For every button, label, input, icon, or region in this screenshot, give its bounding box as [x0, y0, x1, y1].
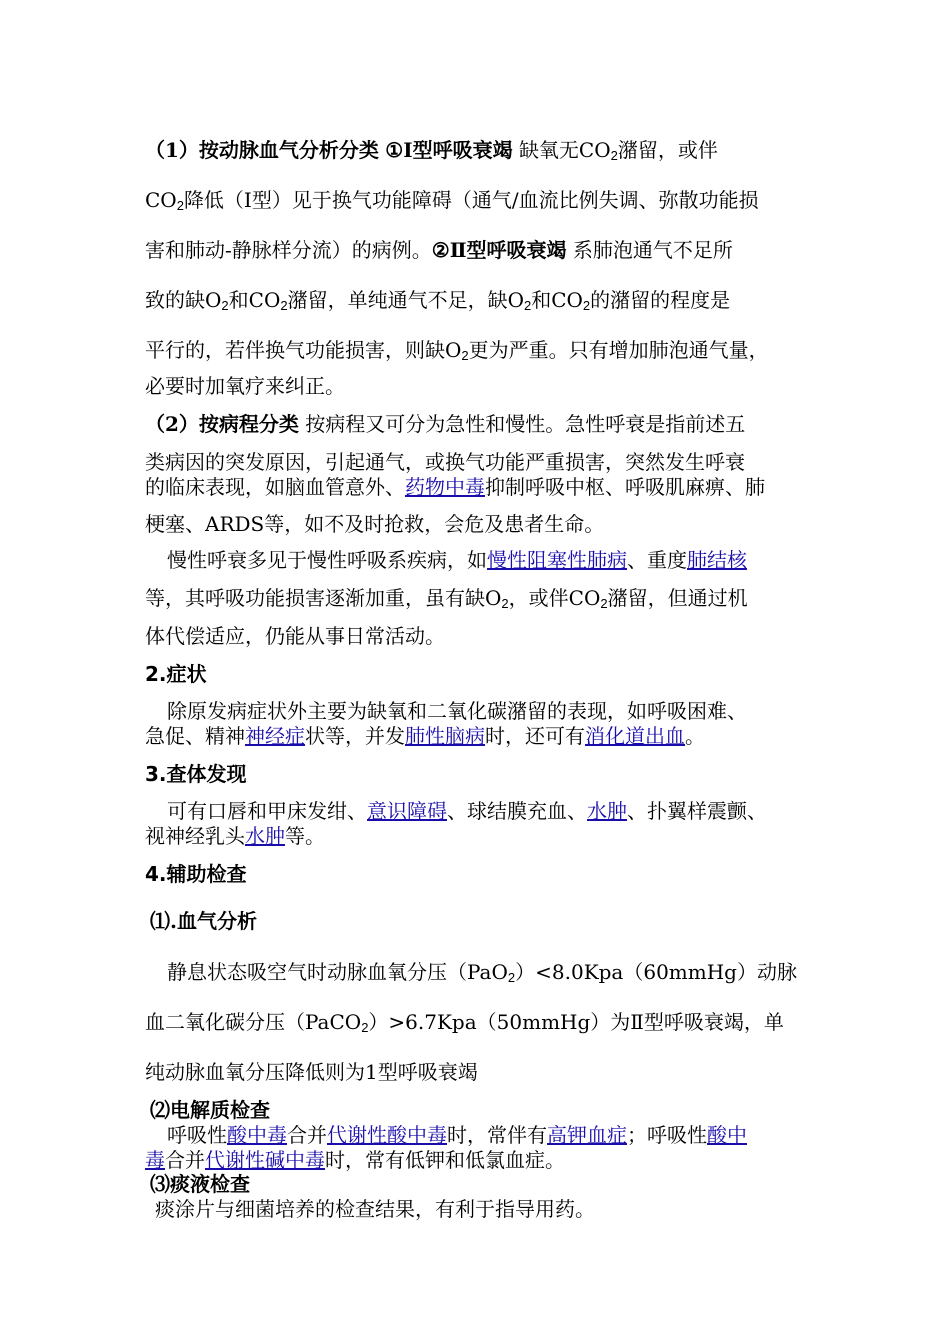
- type2-heading: ②Ⅱ型呼吸衰竭: [431, 238, 567, 262]
- link-neurosis[interactable]: 神经症: [245, 724, 305, 748]
- link-drug-poisoning[interactable]: 药物中毒: [405, 475, 485, 499]
- s2-line3: 的临床表现，如脑血管意外、药物中毒抑制呼吸中枢、呼吸肌麻痹、肺: [145, 475, 765, 499]
- heading-auxiliary-exams: 4.辅助检查: [145, 862, 247, 886]
- heading-sputum: ⑶痰液检查: [150, 1172, 250, 1196]
- heading-physical-exam: 3.查体发现: [145, 762, 247, 786]
- s1-line6: 必要时加氧疗来纠正。: [145, 374, 345, 398]
- s2-line6: 等，其呼吸功能损害逐渐加重，虽有缺$O_2$，或伴$CO_2$潴留，但通过机: [145, 586, 748, 611]
- s2-line7: 体代偿适应，仍能从事日常活动。: [145, 624, 445, 648]
- s2-line1: （2）按病程分类 按病程又可分为急性和慢性。急性呼衰是指前述五: [145, 412, 746, 436]
- link-edema-2[interactable]: 水肿: [245, 824, 285, 848]
- p2-line1: 除原发病症状外主要为缺氧和二氧化碳潴留的表现，如呼吸困难、: [167, 699, 747, 723]
- link-acidosis[interactable]: 酸中毒: [227, 1123, 287, 1147]
- link-acidosis-2b[interactable]: 毒: [145, 1148, 165, 1172]
- heading-electrolytes: ⑵电解质检查: [150, 1098, 270, 1122]
- s1-line3: 害和肺动-静脉样分流）的病例。②Ⅱ型呼吸衰竭 系肺泡通气不足所: [145, 238, 733, 262]
- s1-line5: 平行的，若伴换气功能损害，则缺$O_2$更为严重。只有增加肺泡通气量，: [145, 338, 769, 363]
- p3-line2: 视神经乳头水肿等。: [145, 824, 325, 848]
- s2-line4: 梗塞、ARDS等，如不及时抢救，会危及患者生命。: [145, 512, 605, 536]
- s1-line1: （1）按动脉血气分析分类 ①Ⅰ型呼吸衰竭 缺氧无$CO_2$潴留，或伴: [145, 138, 718, 163]
- s2-line5: 慢性呼衰多见于慢性呼吸系疾病，如慢性阻塞性肺病、重度肺结核: [167, 548, 747, 572]
- s2-line2: 类病因的突发原因，引起通气，或换气功能严重损害，突然发生呼衰: [145, 450, 745, 474]
- p3-line1: 可有口唇和甲床发绀、意识障碍、球结膜充血、水肿、扑翼样震颤、: [167, 799, 767, 823]
- p43-line1: 痰涂片与细菌培养的检查结果，有利于指导用药。: [155, 1197, 595, 1221]
- s2-heading: （2）按病程分类: [145, 412, 299, 436]
- link-hyperkalemia[interactable]: 高钾血症: [547, 1123, 627, 1147]
- p2-line2: 急促、精神神经症状等，并发肺性脑病时，还可有消化道出血。: [145, 724, 705, 748]
- link-edema-1[interactable]: 水肿: [587, 799, 627, 823]
- link-consciousness-disorder[interactable]: 意识障碍: [367, 799, 447, 823]
- heading-blood-gas: ⑴.血气分析: [150, 909, 257, 933]
- link-copd[interactable]: 慢性阻塞性肺病: [487, 548, 627, 572]
- link-metabolic-alkalosis[interactable]: 代谢性碱中毒: [205, 1148, 325, 1172]
- s1-line4: 致的缺$O_2$和$CO_2$潴留，单纯通气不足，缺$O_2$和$CO_2$的潴留的程度是: [145, 288, 731, 313]
- s1-line2: $CO_2$降低（Ⅰ型）见于换气功能障碍（通气/血流比例失调、弥散功能损: [145, 188, 759, 213]
- link-pulmonary-encephalopathy[interactable]: 肺性脑病: [405, 724, 485, 748]
- type1-heading: ①Ⅰ型呼吸衰竭: [385, 138, 513, 162]
- link-tuberculosis[interactable]: 肺结核: [687, 548, 747, 572]
- p41-line2: 血二氧化碳分压（PaCO$_2$）>6.7Kpa（50mmHg）为Ⅱ型呼吸衰竭，单: [145, 1010, 784, 1035]
- link-acidosis-2a[interactable]: 酸中: [707, 1123, 747, 1147]
- link-metabolic-acidosis[interactable]: 代谢性酸中毒: [327, 1123, 447, 1147]
- link-gi-bleeding[interactable]: 消化道出血: [585, 724, 685, 748]
- p41-line3: 纯动脉血氧分压降低则为1型呼吸衰竭: [145, 1060, 478, 1084]
- heading-symptoms: 2.症状: [145, 662, 207, 686]
- p41-line1: 静息状态吸空气时动脉血氧分压（PaO$_2$）<8.0Kpa（60mmHg）动脉: [167, 960, 797, 985]
- p42-line1: 呼吸性酸中毒合并代谢性酸中毒时，常伴有高钾血症；呼吸性酸中: [167, 1123, 747, 1147]
- s1-heading: （1）按动脉血气分析分类: [145, 138, 379, 162]
- p42-line2: 毒合并代谢性碱中毒时，常有低钾和低氯血症。: [145, 1148, 565, 1172]
